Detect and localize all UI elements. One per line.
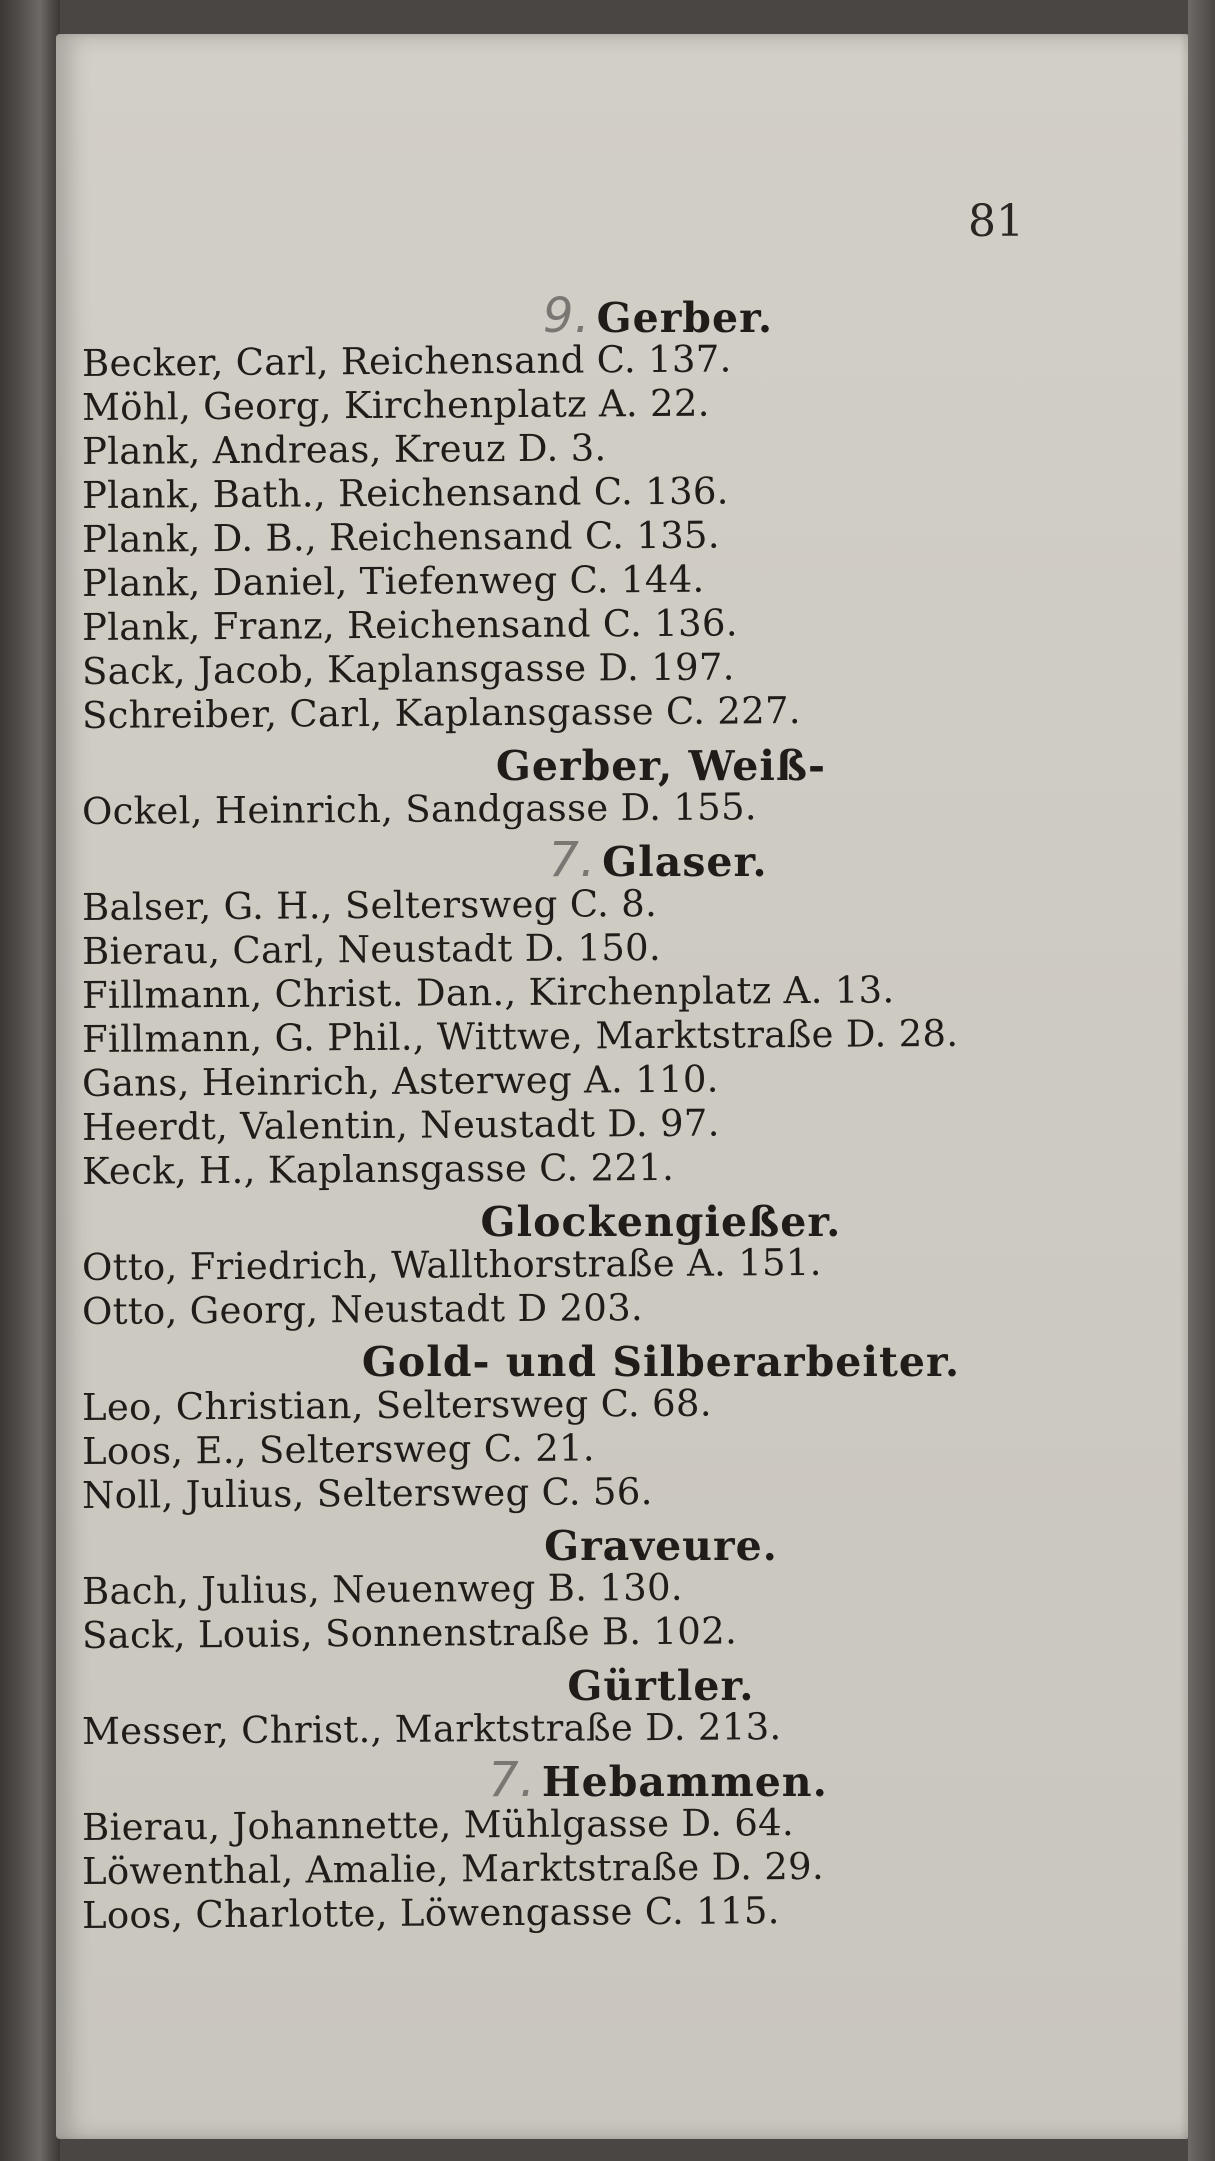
pencil-mark: 9. (542, 288, 591, 344)
list-item: Fillmann, G. Phil., Wittwe, Marktstraße D. 28. (81, 1011, 959, 1061)
list-item: Loos, Charlotte, Löwengasse C. 115. (81, 1889, 780, 1937)
list-item: Otto, Georg, Neustadt D 203. (81, 1286, 644, 1333)
list-item: Plank, Franz, Reichensand C. 136. (81, 601, 738, 649)
list-item: Plank, Bath., Reichensand C. 136. (81, 469, 729, 517)
list-item: Löwenthal, Amalie, Marktstraße D. 29. (81, 1844, 825, 1893)
list-item: Otto, Friedrich, Wallthorstraße A. 151. (81, 1240, 822, 1289)
section-title: Gold- und Silberarbeiter. (361, 1338, 961, 1386)
list-item: Gans, Heinrich, Asterweg A. 110. (81, 1057, 719, 1105)
list-item: Plank, D. B., Reichensand C. 135. (81, 513, 721, 561)
section-heading (174, 1754, 1142, 1806)
list-item: Balser, G. H., Seltersweg C. 8. (81, 881, 658, 929)
list-item: Bierau, Carl, Neustadt D. 150. (81, 925, 662, 973)
list-item: Schreiber, Carl, Kaplansgasse C. 227. (81, 688, 802, 737)
list-item: Plank, Daniel, Tiefenweg C. 144. (81, 557, 705, 605)
list-item: Keck, H., Kaplansgasse C. 221. (81, 1145, 675, 1193)
pencil-mark: 7. (548, 832, 597, 888)
section-title: Gürtler. (567, 1662, 755, 1710)
page-number: 81 (968, 196, 1024, 247)
section-title: Hebammen. (541, 1758, 828, 1806)
section-heading (174, 1518, 1142, 1570)
list-item: Ockel, Heinrich, Sandgasse D. 155. (81, 785, 758, 833)
list-item: Heerdt, Valentin, Neustadt D. 97. (81, 1101, 720, 1149)
list-item: Möhl, Georg, Kirchenplatz A. 22. (81, 381, 710, 429)
directory-listing (82, 290, 1142, 1938)
list-item: Messer, Christ., Marktstraße D. 213. (81, 1705, 782, 1753)
pencil-mark: 7. (488, 1752, 536, 1808)
list-item: Sack, Jacob, Kaplansgasse D. 197. (81, 645, 735, 693)
list-item: Plank, Andreas, Kreuz D. 3. (81, 426, 607, 473)
list-item: Bach, Julius, Neuenweg B. 130. (81, 1565, 684, 1613)
list-item: Loos, E., Seltersweg C. 21. (81, 1426, 596, 1473)
section-heading (174, 738, 1142, 790)
section-heading (174, 1334, 1142, 1386)
section-title: Gerber. (596, 294, 774, 342)
list-item: Becker, Carl, Reichensand C. 137. (81, 337, 732, 385)
list-item: Fillmann, Christ. Dan., Kirchenplatz A. 13. (81, 968, 895, 1017)
section-title: Glockengießer. (480, 1198, 842, 1246)
section-heading (174, 1194, 1142, 1246)
list-item: Noll, Julius, Seltersweg C. 56. (81, 1470, 653, 1517)
list-item: Leo, Christian, Seltersweg C. 68. (81, 1381, 712, 1429)
list-item: Bierau, Johannette, Mühlgasse D. 64. (81, 1801, 795, 1849)
section-heading (174, 290, 1142, 342)
page-edge (1188, 0, 1215, 2161)
section-heading (174, 834, 1142, 886)
section-heading (174, 1658, 1142, 1710)
section-title: Glaser. (602, 838, 768, 886)
section-title: Gerber, Weiß- (495, 742, 827, 790)
list-item: Sack, Louis, Sonnenstraße B. 102. (81, 1609, 738, 1657)
section-title: Graveure. (544, 1522, 778, 1570)
